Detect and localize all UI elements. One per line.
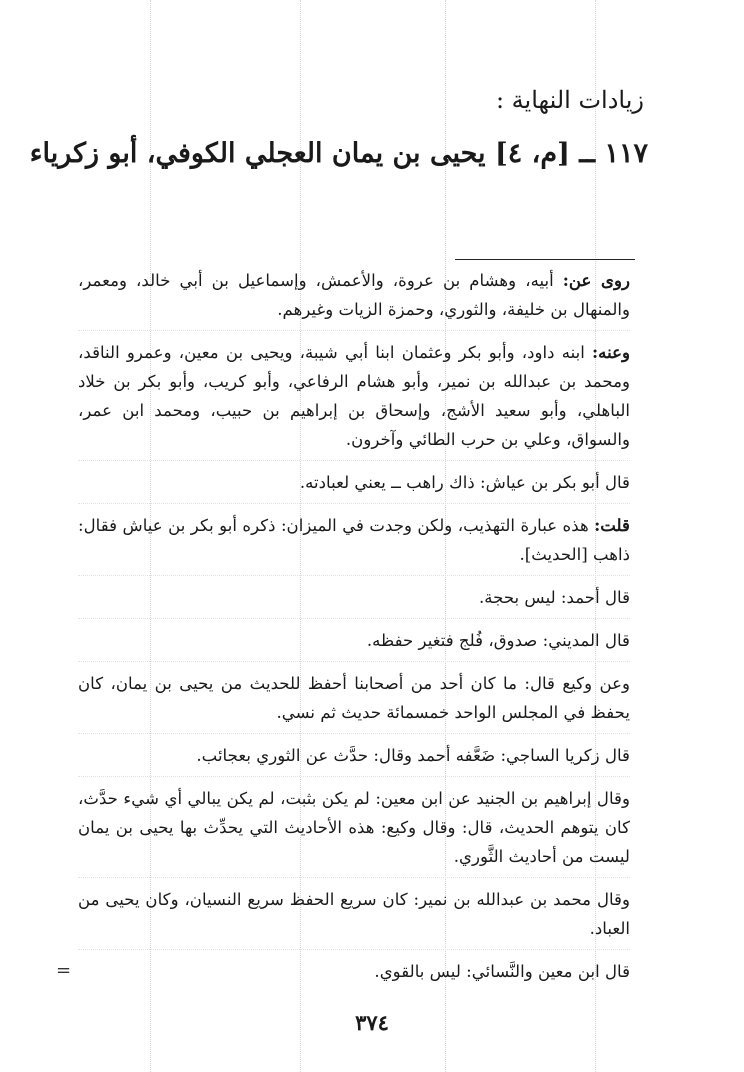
entry-heading: ١١٧ ــ [م، ٤] يحيى بن يمان العجلي الكوفي، أبو زكرياء [29, 138, 648, 169]
paragraph-quote [78, 669, 630, 734]
paragraph-quote [78, 626, 630, 662]
section-label: زيادات النهاية : [495, 86, 644, 114]
paragraph-text: وعن وكيع قال: ما كان أحد من أصحابنا أحفظ للحديث من يحيى بن يمان، كان يحفظ في المجلس الواحد خمسمائة حديث ثم نسي. [78, 674, 630, 722]
paragraph-note [78, 511, 630, 576]
paragraph-quote [78, 468, 630, 504]
paragraph-quote [78, 885, 630, 950]
paragraph-lead: وعنه: [592, 342, 630, 362]
paragraph-text: وقال محمد بن عبدالله بن نمير: كان سريع الحفظ سريع النسيان، وكان يحيى من العباد. [78, 890, 630, 938]
heading-separator-rule [455, 259, 635, 260]
paragraph-quote [78, 583, 630, 619]
paragraph-text: أبيه، وهشام بن عروة، والأعمش، وإسماعيل بن أبي خالد، ومعمر، والمنهال بن خليفة، والثوري، وحمزة الزيات وغيرهم. [78, 271, 630, 319]
paragraph-text: قال المديني: صدوق، فُلج فتغير حفظه. [366, 631, 630, 650]
paragraph-text: قال ابن معين والنَّسائي: ليس بالقوي. [374, 962, 630, 981]
page-number: ٣٧٤ [355, 1010, 389, 1035]
paragraph-text: هذه عبارة التهذيب، ولكن وجدت في الميزان: ذكره أبو بكر بن عياش فقال: ذاهب [الحديث]. [78, 516, 630, 564]
paragraph-lead: روى عن: [562, 270, 630, 290]
paragraph-quote [78, 784, 630, 878]
paragraph-quote [78, 741, 630, 777]
paragraph-text: ابنه داود، وأبو بكر وعثمان ابنا أبي شيبة، ويحيى بن معين، وعمرو الناقد، ومحمد بن عبدالله بن نمير، وأبو هشام الرفاعي، وأبو كريب، وأبو بكر بن خلاد الباهلي، وأبو سعيد الأشج، وإسحاق بن إبراهيم بن حبيب، ومحمد ابن عمر، والسواق، وعلي بن حرب الطائي وآخرون. [78, 343, 630, 449]
paragraph-text: قال أحمد: ليس بحجة. [478, 588, 630, 607]
paragraph-text: وقال إبراهيم بن الجنيد عن ابن معين: لم يكن بثبت، لم يكن يبالي أي شيء حدَّث، كان يتوهم الحديث، قال: وقال وكيع: هذه الأحاديث التي يحدِّث بها يحيى بن يمان ليست من أحاديث الثَّوري. [78, 789, 630, 866]
paragraph-narrators [78, 338, 630, 461]
paragraph-quote [78, 957, 630, 992]
paragraph-lead: قلت: [594, 515, 630, 535]
margin-mark: = [56, 960, 72, 981]
entry-body [78, 266, 630, 999]
paragraph-text: قال أبو بكر بن عياش: ذاك راهب ــ يعني لعبادته. [299, 473, 630, 492]
paragraph-text: قال زكريا الساجي: ضَعَّفه أحمد وقال: حدَّث عن الثوري بعجائب. [196, 746, 630, 765]
paragraph-narrated-from [78, 266, 630, 331]
